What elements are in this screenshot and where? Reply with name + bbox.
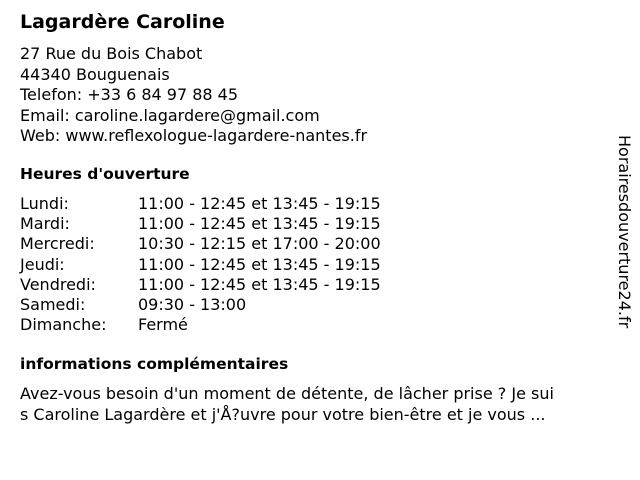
hours-row-mercredi bbox=[20, 234, 440, 254]
phone-line: Telefon: +33 6 84 97 88 45 bbox=[20, 85, 239, 104]
extra-info-heading: informations complémentaires bbox=[20, 355, 289, 373]
time-value: 11:00 - 12:45 et 13:45 - 19:15 bbox=[138, 194, 381, 213]
business-name: Lagardère Caroline bbox=[20, 11, 225, 33]
web-line: Web: www.reflexologue-lagardere-nantes.fr bbox=[20, 126, 368, 145]
contact-block bbox=[20, 44, 367, 147]
time-value: 10:30 - 12:15 et 17:00 - 20:00 bbox=[138, 234, 381, 254]
time-value: 11:00 - 12:45 et 13:45 - 19:15 bbox=[138, 214, 381, 234]
hours-row-lundi bbox=[20, 194, 440, 214]
address-street: 27 Rue du Bois Chabot bbox=[20, 44, 203, 63]
day-label: Vendredi: bbox=[20, 274, 96, 294]
day-label: Dimanche: bbox=[20, 315, 107, 335]
extra-info-line: s Caroline Lagardère et j'Å?uvre pour votre bien-être et je vous ... bbox=[20, 404, 546, 424]
email-line: Email: caroline.lagardere@gmail.com bbox=[20, 105, 320, 125]
hours-row-vendredi bbox=[20, 275, 440, 295]
hours-row-mardi bbox=[20, 214, 440, 234]
hours-row-dimanche bbox=[20, 315, 440, 335]
day-label: Jeudi: bbox=[20, 254, 65, 274]
day-label: Samedi: bbox=[20, 294, 86, 314]
time-value: 11:00 - 12:45 et 13:45 - 19:15 bbox=[138, 274, 381, 294]
extra-info-line: Avez-vous besoin d'un moment de détente, de lâcher prise ? Je sui bbox=[20, 384, 554, 403]
day-label: Mercredi: bbox=[20, 234, 95, 254]
day-label: Lundi: bbox=[20, 194, 69, 213]
day-label: Mardi: bbox=[20, 214, 70, 234]
hours-row-jeudi bbox=[20, 255, 440, 275]
hours-row-samedi bbox=[20, 295, 440, 315]
site-watermark: Horairesdouverture24.fr bbox=[615, 135, 634, 329]
time-value: Fermé bbox=[138, 315, 188, 335]
extra-info-text bbox=[20, 384, 610, 425]
time-value: 09:30 - 13:00 bbox=[138, 294, 247, 314]
hours-heading: Heures d'ouverture bbox=[20, 165, 190, 183]
time-value: 11:00 - 12:45 et 13:45 - 19:15 bbox=[138, 254, 381, 274]
hours-table bbox=[20, 194, 440, 335]
address-city: 44340 Bouguenais bbox=[20, 64, 170, 84]
